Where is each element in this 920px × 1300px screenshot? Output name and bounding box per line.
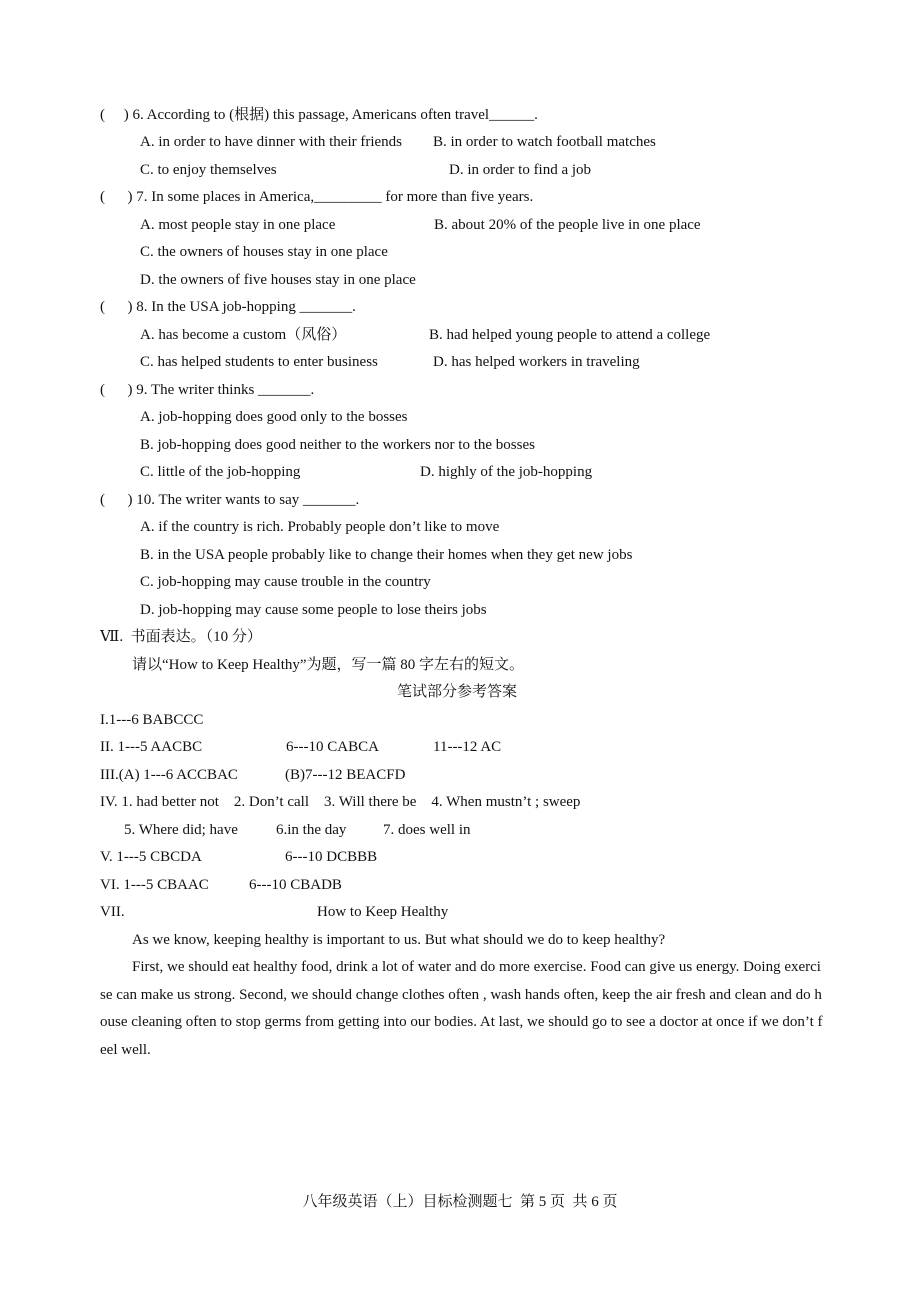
question-7-option-a: A. most people stay in one place <box>140 217 336 233</box>
question-10-option-d: D. job-hopping may cause some people to lose theirs jobs <box>140 602 487 618</box>
answer-line-iii-part1: III.(A) 1---6 ACCBAC <box>100 767 238 783</box>
answer-line-v-part1: V. 1---5 CBCDA <box>100 849 202 865</box>
question-7-option-c: C. the owners of houses stay in one place <box>140 244 388 260</box>
writing-heading: Ⅶ. 书面表达。（10 分） <box>100 629 262 645</box>
essay-title: How to Keep Healthy <box>317 904 449 920</box>
question-6-option-a: A. in order to have dinner with their friends <box>140 134 403 150</box>
question-6-option-c: C. to enjoy themselves <box>140 162 277 178</box>
answer-key-title: 笔试部分参考答案 <box>397 684 518 700</box>
answer-line-iv: IV. 1. had better not 2. Don’t call 3. Will there be 4. When mustn’t ; sweep <box>100 794 581 810</box>
question-10-option-c: C. job-hopping may cause trouble in the country <box>140 574 431 590</box>
question-7-option-d: D. the owners of five houses stay in one place <box>140 272 416 288</box>
answer-line-ii-part3: 11---12 AC <box>433 739 502 755</box>
writing-instruction: 请以“How to Keep Healthy”为题，写一篇 80 字左右的短文。 <box>132 657 525 673</box>
answer-line-iv-cont-part3: 7. does well in <box>383 822 471 838</box>
question-9-option-a: A. job-hopping does good only to the bosses <box>140 409 408 425</box>
question-8-option-b: B. had helped young people to attend a college <box>429 327 711 343</box>
essay-paragraph-2-text: First, we should eat healthy food, drink a lot of water and do more exercise. Food can give us energy. Doing exercise can make us strong. Second, we should change clothes often , wash hands often, keep the air fresh and clean and do house cleaning often to stop germs from getting into our bodies. At last, we should go to see a doctor at once if we don’t feel well. <box>100 959 823 1058</box>
question-6-prompt: ( ) 6. According to (根据) this passage, Americans often travel______. <box>100 107 538 123</box>
answer-line-vi-part1: VI. 1---5 CBAAC <box>100 877 209 893</box>
question-9-option-b: B. job-hopping does good neither to the workers nor to the bosses <box>140 437 535 453</box>
answer-line-v-part2: 6---10 DCBBB <box>285 849 378 865</box>
answer-line-iii-part2: (B)7---12 BEACFD <box>285 767 406 783</box>
question-9-option-d: D. highly of the job-hopping <box>420 464 593 480</box>
question-10-option-b: B. in the USA people probably like to change their homes when they get new jobs <box>140 547 633 563</box>
question-8-prompt: ( ) 8. In the USA job-hopping _______. <box>100 299 356 315</box>
answer-line-vii-label: VII. <box>100 904 125 920</box>
answer-line-vi-part2: 6---10 CBADB <box>249 877 342 893</box>
answer-line-iv-cont-part2: 6.in the day <box>276 822 347 838</box>
answer-line-i: I.1---6 BABCCC <box>100 712 204 728</box>
question-9-prompt: ( ) 9. The writer thinks _______. <box>100 382 315 398</box>
question-10-prompt: ( ) 10. The writer wants to say _______. <box>100 492 360 508</box>
question-7-prompt: ( ) 7. In some places in America,_________ for more than five years. <box>100 189 534 205</box>
question-10-option-a: A. if the country is rich. Probably people don’t like to move <box>140 519 500 535</box>
question-8-option-c: C. has helped students to enter business <box>140 354 378 370</box>
question-9-option-c: C. little of the job-hopping <box>140 464 301 480</box>
answer-line-ii-part2: 6---10 CABCA <box>286 739 379 755</box>
answer-line-iv-cont-part1: 5. Where did; have <box>124 822 238 838</box>
question-8-option-d: D. has helped workers in traveling <box>433 354 640 370</box>
question-8-option-a: A. has become a custom（风俗） <box>140 327 347 343</box>
answer-line-ii-part1: II. 1---5 AACBC <box>100 739 203 755</box>
question-7-option-b: B. about 20% of the people live in one place <box>434 217 701 233</box>
essay-paragraph-1: As we know, keeping healthy is important to us. But what should we do to keep healthy? <box>132 932 666 948</box>
question-6-option-b: B. in order to watch football matches <box>433 134 656 150</box>
page-footer: 八年级英语（上）目标检测题七 第 5 页 共 6 页 <box>302 1194 618 1210</box>
question-6-option-d: D. in order to find a job <box>449 162 592 178</box>
essay-paragraph-2 <box>100 954 825 1064</box>
